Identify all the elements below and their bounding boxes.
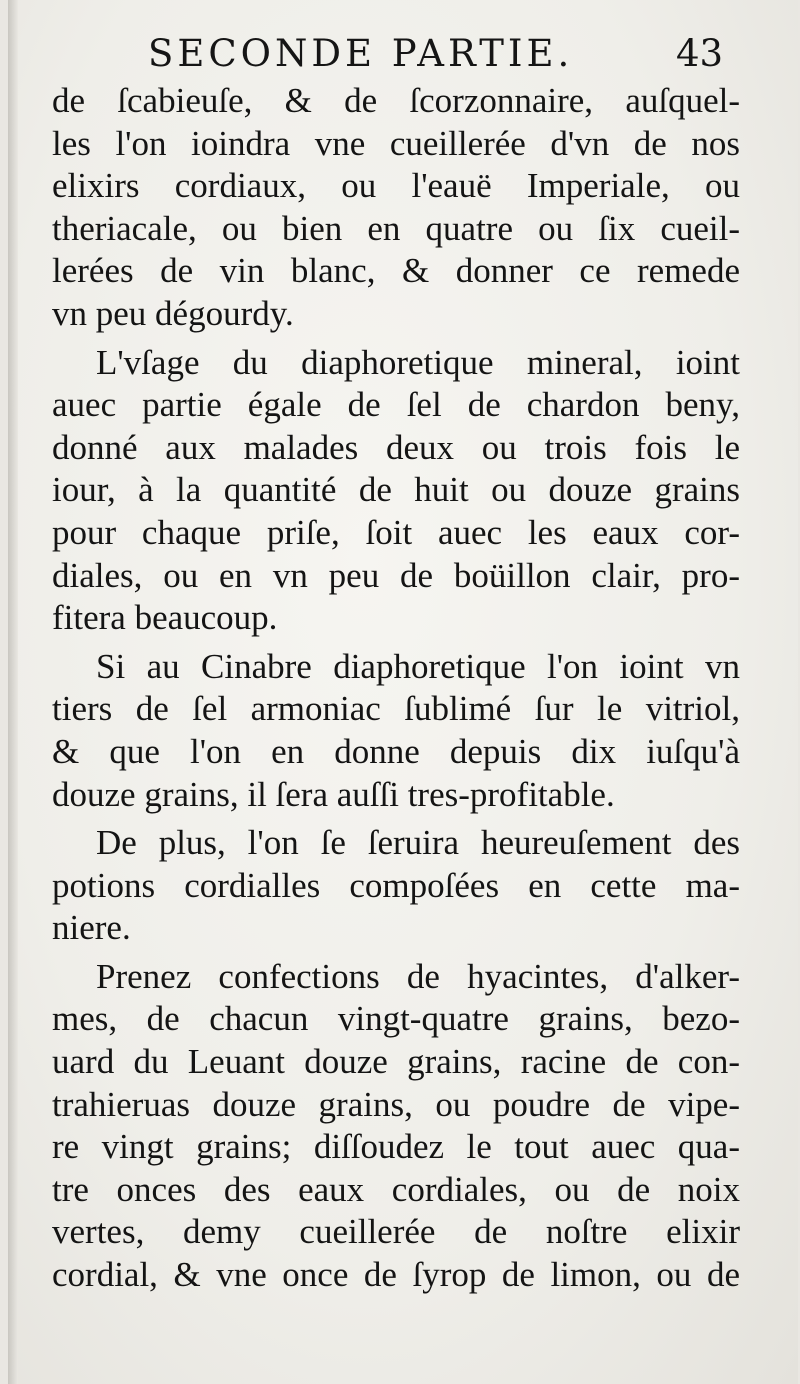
paragraph (52, 342, 740, 640)
paragraph (52, 822, 740, 950)
body-text (52, 80, 740, 1297)
text-line: douze grains, il ſera auſſi tres-profitable. (52, 774, 615, 814)
text-line: tiers de ſel armoniac ſublimé ſur le vitriol, (52, 689, 740, 729)
text-line: potions cordialles compoſées en cette ma- (52, 865, 740, 905)
paragraph (52, 646, 740, 816)
page-number: 43 (676, 32, 724, 75)
text-line: tre onces des eaux cordiales, ou de noix (52, 1169, 740, 1209)
text-line: fitera beaucoup. (52, 598, 278, 638)
text-line: trahieruas douze grains, ou poudre de vipe- (52, 1084, 740, 1124)
text-line: Prenez confections de hyacintes, d'alker- (96, 956, 740, 996)
text-line: lerées de vin blanc, & donner ce remede (52, 251, 740, 291)
text-line: diales, ou en vn peu de boüillon clair, pro- (52, 555, 740, 595)
text-line: & que l'on en donne depuis dix iuſqu'à (52, 731, 740, 771)
text-line: Si au Cinabre diaphoretique l'on ioint vn (96, 646, 740, 686)
paragraph (52, 80, 740, 336)
text-line: vertes, demy cueillerée de noſtre elixir (52, 1212, 740, 1252)
text-line: De plus, l'on ſe ſeruira heureuſement des (96, 823, 740, 863)
paragraph (52, 956, 740, 1297)
text-line: les l'on ioindra vne cueillerée d'vn de nos (52, 123, 740, 163)
text-line: vn peu dégourdy. (52, 293, 294, 333)
text-line: re vingt grains; diſſoudez le tout auec qua- (52, 1127, 740, 1167)
running-title: SECONDE PARTIE. (148, 32, 574, 75)
text-line: de ſcabieuſe, & de ſcorzonnaire, auſquel- (52, 81, 740, 120)
text-line: mes, de chacun vingt-quatre grains, bezo- (52, 999, 740, 1039)
text-line: uard du Leuant douze grains, racine de con- (52, 1042, 740, 1082)
text-line: L'vſage du diaphoretique mineral, ioint (96, 342, 740, 382)
page-header (0, 28, 800, 80)
text-line: cordial, & vne once de ſyrop de limon, ou de (52, 1255, 740, 1295)
text-line: elixirs cordiaux, ou l'eauë Imperiale, ou (52, 166, 740, 206)
text-line: iour, à la quantité de huit ou douze grains (52, 470, 740, 510)
text-line: niere. (52, 908, 131, 948)
text-line: pour chaque priſe, ſoit auec les eaux cor- (52, 512, 740, 552)
page-edge-shadow (8, 0, 18, 1384)
text-line: auec partie égale de ſel de chardon beny, (52, 385, 740, 425)
text-line: theriacale, ou bien en quatre ou ſix cueil- (52, 208, 740, 248)
text-line: donné aux malades deux ou trois fois le (52, 427, 740, 467)
